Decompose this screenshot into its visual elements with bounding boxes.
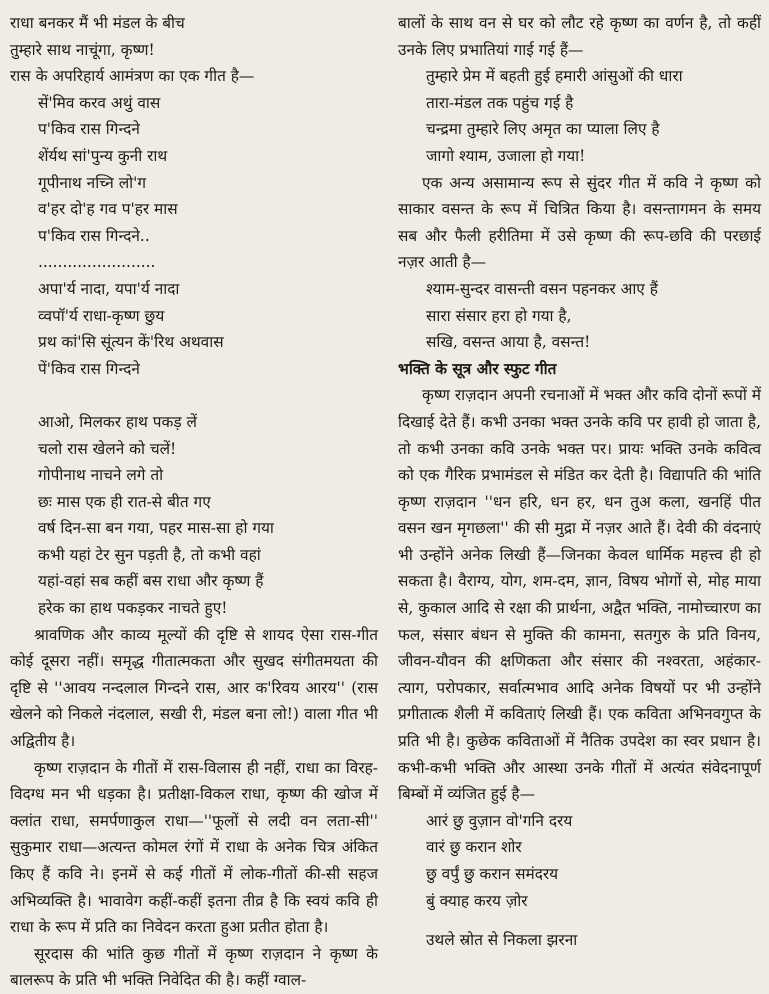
kashmiri-verse-line: प'किव रास गिन्दने (38, 120, 140, 139)
translation-line: गोपीनाथ नाचने लगे तो (38, 466, 164, 485)
translation-line: यहां-वहां सब कहीं बस राधा और कृष्ण हैं (38, 572, 264, 591)
paragraph: श्रावणिक और काव्य मूल्यों की दृष्टि से शायद ऐसा रास-गीत कोई दूसरा नहीं। समृद्ध गीतात्मकता और सुखद संगीतमयता की दृष्टि से ''आवय नन्दलाल गिन्दने रास, आर क'रिवय आरय'' (रास खेलने को निकले नंदलाल, सखी री, मंडल बना लो!) वाला गीत भी अद्वितीय है। (10, 625, 378, 751)
intro-line: रास के अपरिहार्य आमंत्रण का एक गीत है— (10, 67, 255, 86)
verse-line: सारा संसार हरा हो गया है, (426, 306, 572, 325)
translation-line: कभी यहां टेर सुन पड़ती है, तो कभी वहां (38, 545, 261, 564)
kashmiri-verse-line: अपा'र्य नादा, यपा'र्य नादा (38, 279, 180, 298)
paragraph: कृष्ण राज़दान अपनी रचनाओं में भक्त और कवि दोनों रूपों में दिखाई देते हैं। कभी उनका भक्त उनके कवि पर हावी हो जाता है, तो कभी उनका कवि उनके भक्त पर। प्रायः भक्ति उनके कवित्व को एक गैरिक प्रभामंडल से मंडित कर देती है। विद्यापति की भांति कृष्ण राज़दान ''धन हरि, धन हर, धन तुअ कला, खनहिं पीत वसन खन मृगछला'' की सी मुद्रा में नज़र आते हैं। देवी की वंदनाएं भी उन्होंने अनेक लिखी हैं—जिनका केवल धार्मिक महत्त्व ही हो सकता है। वैराग्य, योग, शम-दम, ज्ञान, विषय भोगों से, मोह माया से, कुकाल आदि से रक्षा की प्रार्थना, अद्वैत भक्ति, नामोच्चारण का फल, संसार बंधन से मुक्ति की कामना, सतगुरु के प्रति विनय, जीवन-यौवन की क्षणिकता और संसार की नश्वरता, अहंकार-त्याग, परोपकार, सर्वात्मभाव आदि अनेक विषयों पर भी उन्होंने प्रगीतात्क शैली में कविताएं लिखी हैं। एक कविता अभिनवगुप्त के प्रति भी है। कुछेक कविताओं में नैतिक उपदेश का स्वर प्रधान है। कभी-कभी भक्ति और आस्था उनके गीतों में अत्यंत संवेदनापूर्ण बिम्बों में व्यंजित हुई है— (398, 386, 761, 804)
right-column (398, 10, 761, 954)
translation-line: उथले स्रोत से निकला झरना (426, 931, 578, 950)
kashmiri-verse-line: प'किव रास गिन्दने.. (38, 226, 150, 245)
verse-line: जागो श्याम, उजाला हो गया! (426, 146, 586, 165)
kashmiri-verse-line: वारं छु करान शोर (426, 838, 522, 857)
kashmiri-verse-line: आरं छु वुज़ान वो'गनि दरय (426, 811, 573, 830)
spacer (398, 914, 761, 927)
left-column (10, 10, 378, 994)
ellipsis-separator: ........................ (38, 253, 156, 272)
translation-line: हरेक का हाथ पकड़कर नाचते हुए! (38, 599, 228, 618)
kashmiri-verse-line: प्रथ कां'सि सूंत्यन कें'रिथ अथवास (38, 333, 224, 352)
kashmiri-verse-line: बुं क्याह करय ज़ोर (426, 891, 528, 910)
section-heading: भक्ति के सूत्र और स्फुट गीत (398, 359, 557, 378)
verse-line: तारा-मंडल तक पहुंच गई है (426, 93, 574, 112)
kashmiri-verse-line: पें'किव रास गिन्दने (38, 359, 140, 378)
verse-line: सखि, वसन्त आया है, वसन्त! (426, 333, 591, 352)
verse-line: श्याम-सुन्दर वासन्ती वसन पहनकर आए हैं (426, 279, 658, 298)
kashmiri-verse-line: व्वपॉ'र्य राधा-कृष्ण छुय (38, 306, 165, 325)
verse-line: राधा बनकर मैं भी मंडल के बीच (10, 14, 185, 32)
paragraph: कृष्ण राज़दान के गीतों में रास-विलास ही नहीं, राधा का विरह-विदग्ध मन भी धड़का है। प्रतीक्षा-विकल राधा, कृष्ण की खोज में क्लांत राधा, समर्पणाकुल राधा—''फूलों से लदी वन लता-सी'' सुकुमार राधा—अत्यन्त कोमल रंगों में राधा के अनेक चित्र अंकित किए हैं कवि ने। इनमें से कई गीतों में लोक-गीतों की-सी सहज अभिव्यक्ति है। भावावेग कहीं-कहीं इतना तीव्र है कि स्वयं कवि ही राधा के रूप में प्रति का निवेदन करता हुआ प्रतीत होता है। (10, 758, 378, 937)
paragraph: बालों के साथ वन से घर को लौट रहे कृष्ण का वर्णन है, तो कहीं उनके लिए प्रभातियां गाई गई हैं— (398, 14, 761, 59)
spacer (10, 382, 378, 409)
paragraph: एक अन्य असामान्य रूप से सुंदर गीत में कवि ने कृष्ण को साकार वसन्त के रूप में चित्रित किया है। वसन्तागमन के समय सब और फैली हरीतिमा में उसे कृष्ण की रूप-छवि की परछाई नज़र आती है— (398, 173, 761, 272)
translation-line: छः मास एक ही रात-से बीत गए (38, 492, 211, 511)
verse-line: तुम्हारे साथ नाचूंगा, कृष्ण! (10, 40, 155, 59)
kashmiri-verse-line: गूपीनाथ नच्नि लो'ग (38, 173, 147, 192)
kashmiri-verse-line: शेंर्यथ सां'पुन्य कुनी राथ (38, 146, 168, 165)
kashmiri-verse-line: सें'मिव करव अथुं वास (38, 93, 161, 112)
verse-line: तुम्हारे प्रेम में बहती हुई हमारी आंसुओं की धारा (426, 67, 683, 86)
kashmiri-verse-line: व'हर दो'ह गव प'हर मास (38, 200, 178, 219)
verse-line: चन्द्रमा तुम्हारे लिए अमृत का प्याला लिए है (426, 120, 660, 139)
translation-line: चलो रास खेलने को चलें! (38, 439, 177, 458)
paragraph: सूरदास की भांति कुछ गीतों में कृष्ण राज़दान ने कृष्ण के बालरूप के प्रति भी भक्ति निवेदित की है। कहीं ग्वाल- (10, 944, 378, 990)
kashmiri-verse-line: छु वर्पुं छु करान समंदरय (426, 865, 559, 883)
translation-line: वर्ष दिन-सा बन गया, पहर मास-सा हो गया (38, 519, 274, 538)
translation-line: आओ, मिलकर हाथ पकड़ लें (38, 412, 197, 431)
